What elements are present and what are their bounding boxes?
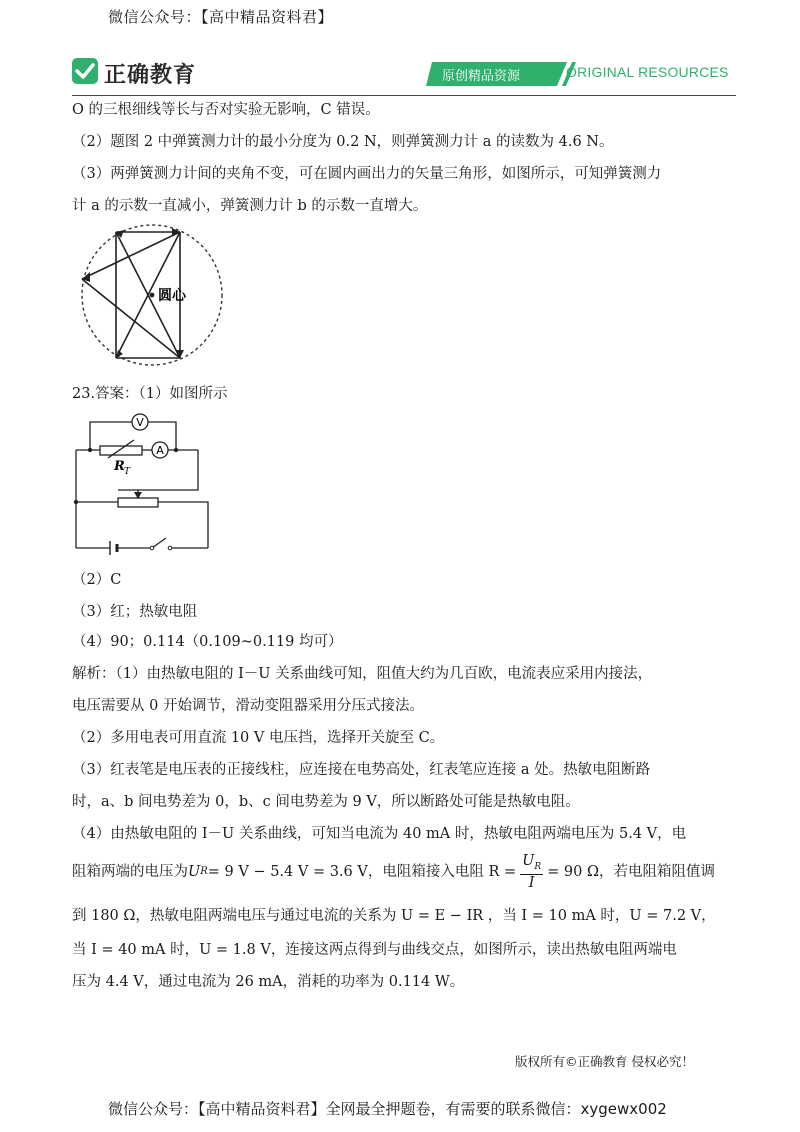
force-triangle-figure bbox=[72, 222, 232, 372]
logo-text: 正确教育 bbox=[104, 63, 197, 88]
thermistor-subscript: T bbox=[124, 467, 131, 477]
circuit-diagram bbox=[70, 410, 220, 560]
answer-line: （3）红；热敏电阻 bbox=[72, 604, 198, 620]
analysis-line: （3）红表笔是电压表的正接线柱，应连接在电势高处，红表笔应连接 a 处。热敏电阻断路 bbox=[72, 762, 651, 778]
answer-line: （2）C bbox=[72, 572, 122, 588]
formula-ur: U bbox=[188, 864, 201, 880]
analysis-line: 解析：（1）由热敏电阻的 I－U 关系曲线可知，阻值大约为几百欧，电流表应采用内接法， bbox=[72, 666, 653, 682]
analysis-line: 当 I = 40 mA 时，U = 1.8 V，连接这两点得到与曲线交点，如图所示，读出热敏电阻两端电 bbox=[72, 942, 677, 958]
text-line: 计 a 的示数一直减小，弹簧测力计 b 的示数一直增大。 bbox=[72, 198, 428, 214]
analysis-line: 压为 4.4 V，通过电流为 26 mA，消耗的功率为 0.114 W。 bbox=[72, 974, 465, 990]
answer-line: （4）90；0.114（0.109~0.119 均可） bbox=[72, 634, 343, 650]
analysis-line: 到 180 Ω，热敏电阻两端电压与通过电流的关系为 U = E − IR ，当 I = 10 mA 时，U = 7.2 V， bbox=[72, 908, 716, 924]
ammeter-label: A bbox=[156, 444, 164, 457]
formula-post: ，若电阻箱阻值调 bbox=[599, 864, 716, 880]
top-banner: 微信公众号：【高中精品资料君】 bbox=[108, 8, 334, 26]
text-line: （2）题图 2 中弹簧测力计的最小分度为 0.2 N，则弹簧测力计 a 的读数为 4.6 N。 bbox=[72, 134, 614, 150]
formula-line bbox=[72, 852, 742, 892]
circle-center-label: 圆心 bbox=[158, 288, 186, 304]
header-divider bbox=[72, 95, 736, 96]
ribbon-text: 原创精品资源 bbox=[442, 69, 521, 84]
formula-pre: 阻箱两端的电压为 bbox=[72, 864, 188, 880]
analysis-line: （4）由热敏电阻的 I－U 关系曲线，可知当电流为 40 mA 时，热敏电阻两端电压为 5.4 V，电 bbox=[72, 826, 687, 842]
formula-fraction bbox=[520, 853, 543, 892]
fraction-denominator: I bbox=[528, 875, 535, 892]
formula-ur-expr: = 9 V − 5.4 V = 3.6 V bbox=[207, 864, 368, 880]
answer-title: 23.答案：（1）如图所示 bbox=[72, 386, 228, 402]
page-header bbox=[62, 52, 734, 92]
analysis-line: 电压需要从 0 开始调节，滑动变阻器采用分压式接法。 bbox=[72, 698, 424, 714]
text-line: （3）两弹簧测力计间的夹角不变，可在圆内画出力的矢量三角形，如图所示，可知弹簧测力 bbox=[72, 166, 662, 182]
bottom-banner: 微信公众号：【高中精品资料君】全网最全押题卷，有需要的联系微信：xygewx002 bbox=[108, 1100, 667, 1118]
analysis-line: 时，a、b 间电势差为 0，b、c 间电势差为 9 V，所以断路处可能是热敏电阻。 bbox=[72, 794, 580, 810]
thermistor-label: R bbox=[114, 459, 125, 474]
text-line: O 的三根细线等长与否对实验无影响，C 错误。 bbox=[72, 102, 380, 118]
fraction-numerator: U bbox=[522, 852, 535, 869]
voltmeter-label: V bbox=[136, 416, 144, 429]
copyright-notice: 版权所有©正确教育 侵权必究！ bbox=[515, 1054, 694, 1069]
formula-mid: ，电阻箱接入电阻 R = bbox=[367, 864, 517, 880]
analysis-line: （2）多用电表可用直流 10 V 电压挡，选择开关旋至 C。 bbox=[72, 730, 445, 746]
fraction-numerator-sub: R bbox=[534, 861, 542, 872]
logo-check-icon bbox=[72, 58, 98, 84]
formula-ur-sub: R bbox=[200, 866, 208, 877]
formula-frac-tail: = 90 Ω bbox=[547, 864, 600, 880]
ribbon-english: ORIGINAL RESOURCES bbox=[566, 64, 729, 80]
